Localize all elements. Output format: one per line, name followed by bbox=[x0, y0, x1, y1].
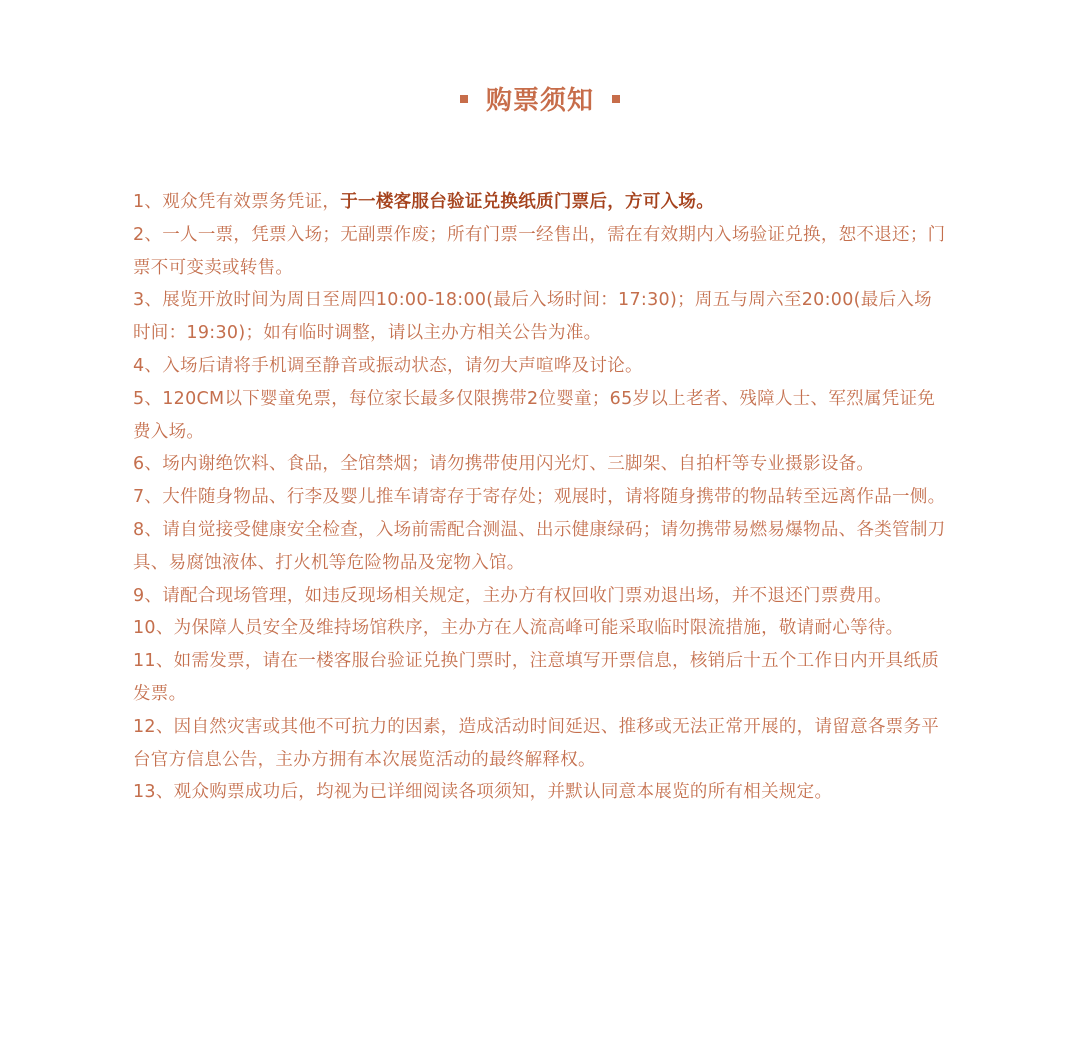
notice-item-2: 2、一人一票，凭票入场；无副票作废；所有门票一经售出，需在有效期内入场验证兑换，恕不退还；门票不可变卖或转售。 bbox=[133, 224, 946, 278]
square-bullet-icon bbox=[612, 95, 620, 103]
notice-item-6: 6、场内谢绝饮料、食品，全馆禁烟；请勿携带使用闪光灯、三脚架、自拍杆等专业摄影设备。 bbox=[133, 454, 875, 475]
square-bullet-icon bbox=[460, 95, 468, 103]
notice-item-11: 11、如需发票，请在一楼客服台验证兑换门票时，注意填写开票信息，核销后十五个工作日内开具纸质发票。 bbox=[133, 651, 940, 704]
notice-item-9: 9、请配合现场管理，如违反现场相关规定，主办方有权回收门票劝退出场，并不退还门票费用。 bbox=[133, 585, 893, 606]
notice-item-3: 3、展览开放时间为周日至周四10:00-18:00(最后入场时间：17:30)；周五与周六至20:00(最后入场时间：19:30)；如有临时调整，请以主办方相关公告为准。 bbox=[133, 290, 932, 344]
page-title: 购票须知 bbox=[485, 86, 594, 116]
header bbox=[0, 80, 1080, 117]
notice-item-7: 7、大件随身物品、行李及婴儿推车请寄存于寄存处；观展时，请将随身携带的物品转至远离作品一侧。 bbox=[133, 487, 946, 508]
notice-item-12: 12、因自然灾害或其他不可抗力的因素，造成活动时间延迟、推移或无法正常开展的，请留意各票务平台官方信息公告，主办方拥有本次展览活动的最终解释权。 bbox=[133, 716, 940, 770]
notice-item-5: 5、120CM以下婴童免票，每位家长最多仅限携带2位婴童；65岁以上老者、残障人士、军烈属凭证免费入场。 bbox=[133, 388, 936, 442]
notice-item-1 bbox=[133, 186, 948, 219]
notice-item-13: 13、观众购票成功后，均视为已详细阅读各项须知，并默认同意本展览的所有相关规定。 bbox=[133, 782, 833, 803]
notice-item-10: 10、为保障人员安全及维持场馆秩序，主办方在人流高峰可能采取临时限流措施，敬请耐心等待。 bbox=[133, 618, 904, 639]
page-title-group bbox=[460, 80, 620, 117]
notice-item-1-text: 1、观众凭有效票务凭证， bbox=[133, 192, 341, 212]
notice-item-1-emphasis: 于一楼客服台验证兑换纸质门票后，方可入场。 bbox=[340, 192, 715, 212]
notice-item-8: 8、请自觉接受健康安全检查，入场前需配合测温、出示健康绿码；请勿携带易燃易爆物品、各类管制刀具、易腐蚀液体、打火机等危险物品及宠物入馆。 bbox=[133, 519, 946, 573]
notice-list bbox=[133, 186, 948, 809]
notice-item-4: 4、入场后请将手机调至静音或振动状态，请勿大声喧哗及讨论。 bbox=[133, 355, 643, 376]
